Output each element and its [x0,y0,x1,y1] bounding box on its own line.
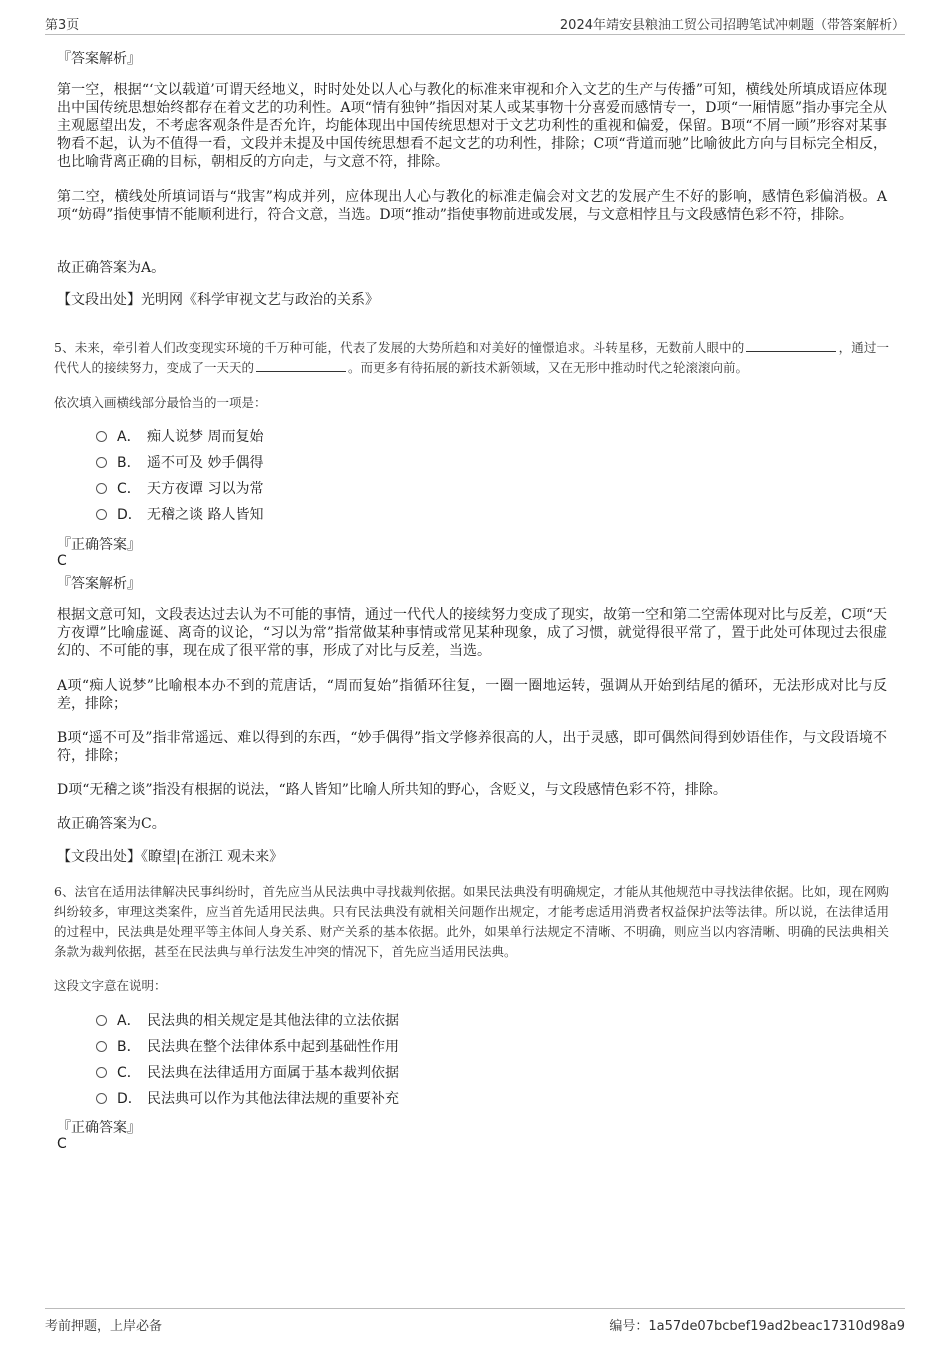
document-code: 编号：1a57de07bcbef19ad2beac17310d98a9 [609,1319,905,1334]
radio-icon[interactable] [96,1015,107,1026]
q6-prompt: 这段文字意在说明： [54,978,167,993]
q5-option-b[interactable]: B． 遥不可及 妙手偶得 [96,453,263,473]
q5-option-d[interactable]: D． 无稽之谈 路人皆知 [96,505,263,525]
radio-icon[interactable] [96,1067,107,1078]
q5-question-text: 5、未来，牵引着人们改变现实环境的千万种可能，代表了发展的大势所趋和对美好的憧憬追求。斗转星移，无数前人眼中的 ，通过一代代人的接续努力，变成了一天天的 。而更多有待拓展的新技术新领域，又在无形中推动时代之轮滚滚向前。 [54,340,889,375]
q5-analysis-label: 『答案解析』 [57,576,141,592]
q6-option-b[interactable]: B． 民法典在整个法律体系中起到基础性作用 [96,1037,399,1057]
q6-correct-answer: C [57,1136,67,1152]
radio-icon[interactable] [96,1041,107,1052]
q5-correct-answer: C [57,553,67,569]
page-footer [45,1308,905,1337]
q5-prompt: 依次填入画横线部分最恰当的一项是： [54,395,267,410]
radio-icon[interactable] [96,483,107,494]
q4-source: 【文段出处】光明网《科学审视文艺与政治的关系》 [57,292,379,308]
q5-blank-1 [746,339,836,352]
q6-option-c[interactable]: C． 民法典在法律适用方面属于基本裁判依据 [96,1063,399,1083]
q5-analysis-p1: 根据文意可知，文段表达过去认为不可能的事情，通过一代代人的接续努力变成了现实，故第一空和第二空需体现对比与反差，C项“天方夜谭”比喻虚诞、离奇的议论，“习以为常”指常做某种事情或常见某种现象，成了习惯，就觉得很平常了，置于此处可体现过去很虚幻的、不可能的事，现在成了很平常的事，形成了对比与反差，当选。 [57,607,887,659]
q5-analysis-p2: A项“痴人说梦”比喻根本办不到的荒唐话，“周而复始”指循环往复，一圈一圈地运转，强调从开始到结尾的循环，无法形成对比与反差，排除； [57,678,887,712]
radio-icon[interactable] [96,1093,107,1104]
q5-option-c[interactable]: C． 天方夜谭 习以为常 [96,479,263,499]
q4-analysis-label: 『答案解析』 [57,51,141,67]
q4-analysis-p1: 第一空，根据“‘文以载道’可谓天经地义，时时处处以人心与教化的标准来审视和介入文艺的生产与传播”可知，横线处所填成语应体现出中国传统思想始终都存在着文艺的功利性。A项“情有独钟”指因对某人或某事物十分喜爱而感情专一，D项“一厢情愿”指办事完全从主观愿望出发，不考虑客观条件是否允许，均能体现出中国传统思想对于文艺功利性的重视和偏爱，保留。B项“不屑一顾”形容对某事物看不起，认为不值得一看，文段并未提及中国传统思想看不起文艺的功利性，排除；C项“背道而驰”比喻彼此方向与目标完全相反，也比喻背离正确的目标，朝相反的方向走，与文意不符，排除。 [57,82,887,170]
q5-blank-2 [256,359,346,372]
footer-slogan: 考前押题，上岸必备 [45,1319,163,1334]
page-header [45,14,905,35]
q5-analysis-p4: D项“无稽之谈”指没有根据的说法，“路人皆知”比喻人所共知的野心，含贬义，与文段感情色彩不符，排除。 [57,782,727,798]
q6-option-d[interactable]: D． 民法典可以作为其他法律法规的重要补充 [96,1089,399,1109]
radio-icon[interactable] [96,431,107,442]
radio-icon[interactable] [96,457,107,468]
document-title: 2024年靖安县粮油工贸公司招聘笔试冲刺题（带答案解析） [559,18,905,33]
q5-correct-label: 『正确答案』 [57,537,141,553]
q6-correct-label: 『正确答案』 [57,1120,141,1136]
q4-conclusion: 故正确答案为A。 [57,260,166,276]
q6-question-text: 6、法官在适用法律解决民事纠纷时，首先应当从民法典中寻找裁判依据。如果民法典没有明确规定，才能从其他规范中寻找法律依据。比如，现在网购纠纷较多，审理这类案件，应当首先适用民法典。只有民法典没有就相关问题作出规定，才能考虑适用消费者权益保护法等法律。所以说，在法律适用的过程中，民法典是处理平等主体间人身关系、财产关系的基本依据。此外，如果单行法规定不清晰、不明确，则应当以内容清晰、明确的民法典相关条款为裁判依据，甚至在民法典与单行法发生冲突的情况下，首先应当适用民法典。 [54,884,889,959]
q5-source: 【文段出处】《瞭望|在浙江 观未来》 [57,849,284,865]
q4-analysis-p2: 第二空，横线处所填词语与“戕害”构成并列，应体现出人心与教化的标准走偏会对文艺的发展产生不好的影响，感情色彩偏消极。A项“妨碍”指使事情不能顺利进行，符合文意，当选。D项“推动”指使事物前进或发展，与文意相悖且与文段感情色彩不符，排除。 [57,189,887,223]
q6-option-a[interactable]: A． 民法典的相关规定是其他法律的立法依据 [96,1011,399,1031]
q5-conclusion: 故正确答案为C。 [57,816,166,832]
q5-analysis-p3: B项“遥不可及”指非常遥远、难以得到的东西，“妙手偶得”指文学修养很高的人，出于灵感，即可偶然间得到妙语佳作，与文段语境不符，排除； [57,730,887,764]
q5-option-a[interactable]: A． 痴人说梦 周而复始 [96,427,263,447]
page-number: 第3页 [45,18,80,33]
radio-icon[interactable] [96,509,107,520]
